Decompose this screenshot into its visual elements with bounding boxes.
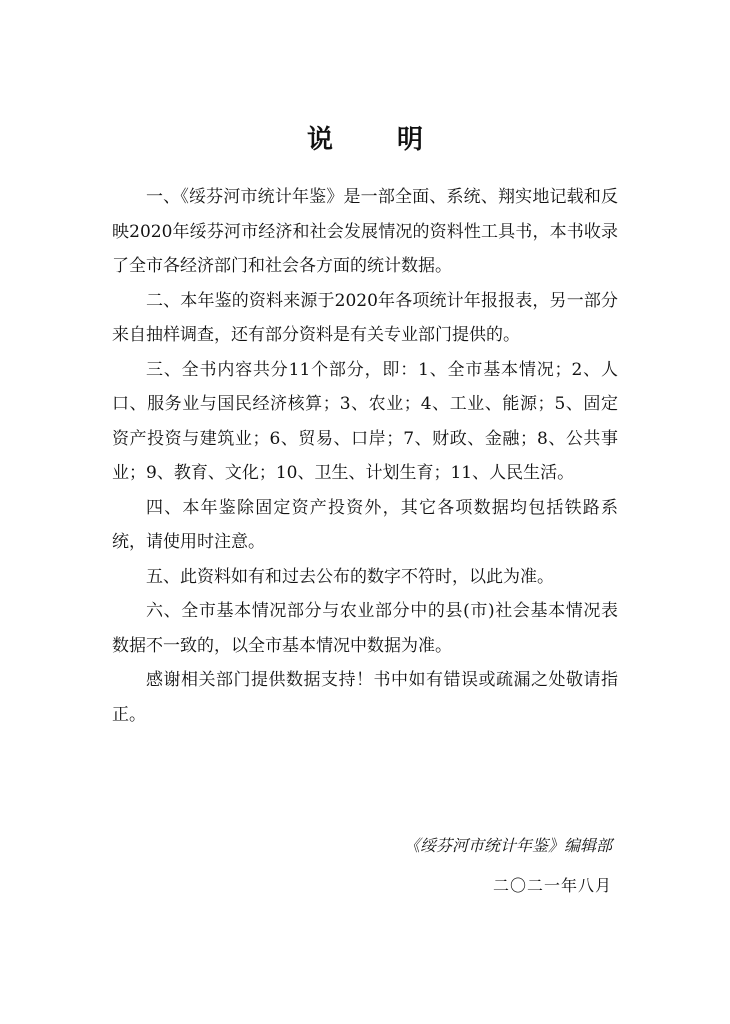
- signature-date: 二〇二一年八月: [492, 876, 612, 895]
- paragraph-4: 四、本年鉴除固定资产投资外，其它各项数据均包括铁路系统，请使用时注意。: [112, 497, 618, 552]
- paragraph-6: 六、全市基本情况部分与农业部分中的县(市)社会基本情况表数据不一致的，以全市基本情况中数据为准。: [112, 601, 618, 656]
- page-title-part-2: 明: [397, 125, 424, 155]
- page-title-part-1: 说: [306, 125, 333, 155]
- paragraph-3: 三、全书内容共分11个部分，即：1、全市基本情况；2、人口、服务业与国民经济核算；3、农业；4、工业、能源；5、固定资产投资与建筑业；6、贸易、口岸；7、财政、金融；8、公共事业；9、教育、文化；10、卫生、计划生育；11、人民生活。: [112, 359, 618, 483]
- paragraph-2: 二、本年鉴的资料来源于2020年各项统计年报报表，另一部分来自抽样调查，还有部分资料是有关专业部门提供的。: [112, 290, 618, 345]
- body-text: [112, 180, 618, 732]
- page-title: [0, 122, 730, 158]
- paragraph-7: 感谢相关部门提供数据支持！书中如有错误或疏漏之处敬请指正。: [112, 670, 618, 725]
- paragraph-5: 五、此资料如有和过去公布的数字不符时，以此为准。: [146, 566, 554, 587]
- signature-organization: 《绥芬河市统计年鉴》编辑部: [403, 836, 612, 855]
- paragraph-1: 一、《绥芬河市统计年鉴》是一部全面、系统、翔实地记载和反映2020年绥芬河市经济和社会发展情况的资料性工具书，本书收录了全市各经济部门和社会各方面的统计数据。: [112, 187, 618, 276]
